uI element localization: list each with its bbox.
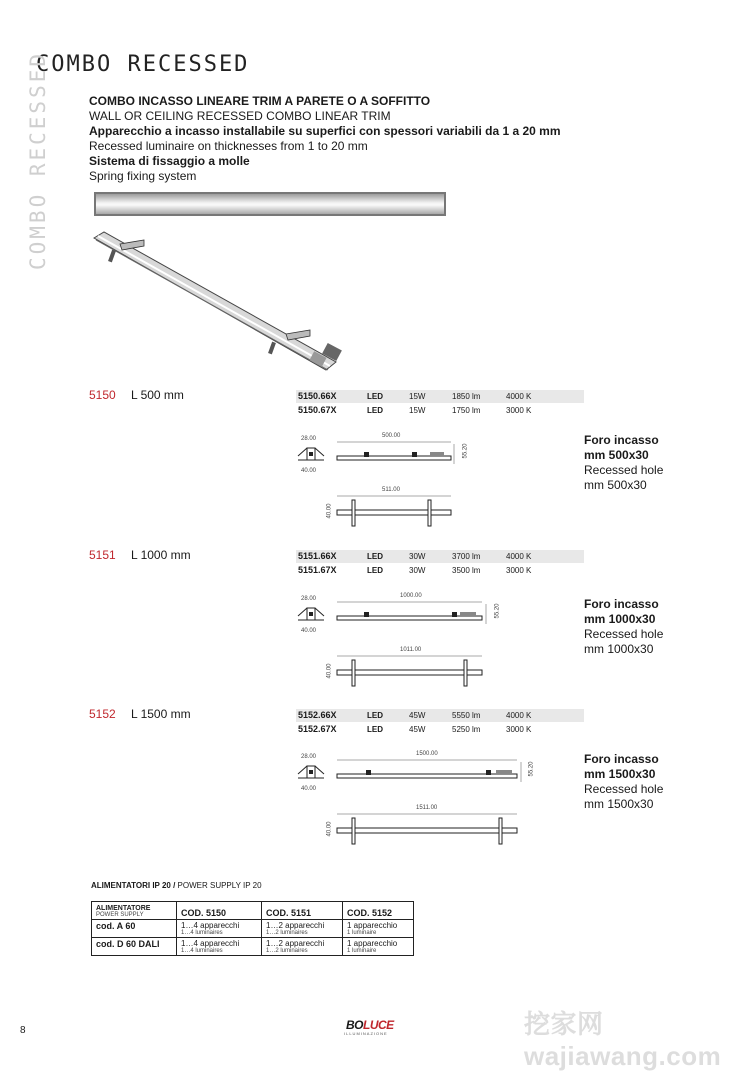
hole-size-it: mm 1500x30 <box>584 767 656 781</box>
cell-sub: 1…2 luminaires <box>266 930 308 936</box>
logo-part-a: BO <box>346 1018 363 1032</box>
table-header-cell: COD. 5152 <box>343 902 414 920</box>
top-drawing <box>334 494 464 530</box>
cell-main: 1 apparecchio <box>347 939 398 948</box>
cell-sub: 1 luminaire <box>347 948 377 954</box>
table-cell <box>343 938 414 956</box>
power-supply-title-it: ALIMENTATORI IP 20 / <box>91 881 176 890</box>
spec-watt: 45W <box>409 711 426 720</box>
spec-temp: 4000 K <box>506 392 532 401</box>
spec-temp: 3000 K <box>506 406 532 415</box>
power-supply-title-en: POWER SUPPLY IP 20 <box>175 881 262 890</box>
technical-drawing <box>294 430 494 530</box>
dim-height: 55.20 <box>462 443 469 459</box>
intro-text <box>89 94 561 184</box>
spec-watt: 45W <box>409 725 426 734</box>
dim-section-width: 28.00 <box>301 754 317 760</box>
recessed-hole-info <box>584 752 663 812</box>
spec-temp: 3000 K <box>506 725 532 734</box>
spec-type: LED <box>367 406 383 415</box>
spec-temp: 4000 K <box>506 552 532 561</box>
section-drawing <box>296 444 326 468</box>
table-cell <box>177 938 262 956</box>
spec-row <box>296 550 584 563</box>
intro-line-it-desc: Apparecchio a incasso installabile su superfici con spessori variabili da 1 a 20 mm <box>89 124 561 138</box>
hole-size-en: mm 1000x30 <box>584 642 654 656</box>
side-drawing <box>334 600 494 630</box>
dim-height: 55.20 <box>494 603 501 619</box>
watermark: 挖家网 wajiawang.com <box>524 1009 722 1071</box>
page-title: COMBO RECESSED <box>36 52 250 77</box>
hole-size-en: mm 1500x30 <box>584 797 654 811</box>
spec-lumen: 5550 lm <box>452 711 481 720</box>
vertical-section-title: COMBO RECESSED <box>26 50 50 270</box>
page-number: 8 <box>20 1025 26 1036</box>
hole-label-it: Foro incasso <box>584 597 659 611</box>
table-header-cell: COD. 5150 <box>177 902 262 920</box>
spec-code: 5151.66X <box>298 551 337 561</box>
intro-line-it-title: COMBO INCASSO LINEARE TRIM A PARETE O A SOFFITTO <box>89 94 431 108</box>
spec-watt: 15W <box>409 406 426 415</box>
hole-label-en: Recessed hole <box>584 627 664 641</box>
technical-drawing <box>294 590 514 690</box>
product-photo-front <box>94 192 446 216</box>
table-row-header: cod. D 60 DALI <box>92 938 177 956</box>
product-length: L 500 mm <box>131 388 184 402</box>
table-header-row <box>92 902 414 920</box>
dim-section-depth: 40.00 <box>301 786 317 792</box>
header-sub: POWER SUPPLY <box>96 912 144 918</box>
spec-code: 5150.66X <box>298 391 337 401</box>
spec-type: LED <box>367 552 383 561</box>
side-drawing <box>334 758 524 788</box>
cell-sub: 1…4 luminaires <box>181 948 223 954</box>
dim-ext-height: 40.00 <box>326 503 333 519</box>
spec-row <box>296 723 584 736</box>
spec-temp: 4000 K <box>506 711 532 720</box>
spec-lumen: 3500 lm <box>452 566 481 575</box>
spec-lumen: 1850 lm <box>452 392 481 401</box>
hole-size-it: mm 500x30 <box>584 448 649 462</box>
top-drawing <box>334 812 524 848</box>
dim-height: 55.20 <box>528 761 535 777</box>
header-label: ALIMENTATORE <box>96 905 151 912</box>
top-drawing <box>334 654 494 690</box>
cell-main: 1…4 apparecchi <box>181 939 240 948</box>
intro-line-it-fix: Sistema di fissaggio a molle <box>89 154 250 168</box>
dim-length: 500.00 <box>382 433 401 439</box>
dim-ext-length: 1511.00 <box>416 805 438 811</box>
spec-type: LED <box>367 566 383 575</box>
technical-drawing <box>294 748 544 848</box>
dim-ext-height: 40.00 <box>326 821 333 837</box>
dim-section-depth: 40.00 <box>301 468 317 474</box>
product-code: 5152 <box>89 707 116 721</box>
hole-label-en: Recessed hole <box>584 463 664 477</box>
hole-size-en: mm 500x30 <box>584 478 647 492</box>
side-drawing <box>334 440 464 470</box>
cell-main: 1 apparecchio <box>347 921 398 930</box>
dim-section-width: 28.00 <box>301 436 317 442</box>
cell-main: 1…2 apparecchi <box>266 921 325 930</box>
product-length: L 1500 mm <box>131 707 191 721</box>
spec-row <box>296 564 584 577</box>
spec-code: 5152.67X <box>298 724 337 734</box>
spec-lumen: 1750 lm <box>452 406 481 415</box>
spec-lumen: 3700 lm <box>452 552 481 561</box>
intro-line-en-desc: Recessed luminaire on thicknesses from 1 to 20 mm <box>89 139 368 153</box>
spec-temp: 3000 K <box>506 566 532 575</box>
section-drawing <box>296 762 326 786</box>
logo-part-b: LUCE <box>363 1018 394 1032</box>
power-supply-title <box>91 881 262 890</box>
intro-line-en-title: WALL OR CEILING RECESSED COMBO LINEAR TRIM <box>89 109 391 123</box>
spec-type: LED <box>367 711 383 720</box>
dim-ext-height: 40.00 <box>326 663 333 679</box>
hole-label-en: Recessed hole <box>584 782 664 796</box>
recessed-hole-info <box>584 597 663 657</box>
table-cell <box>177 920 262 938</box>
table-header-cell: COD. 5151 <box>262 902 343 920</box>
table-row <box>92 938 414 956</box>
spec-code: 5152.66X <box>298 710 337 720</box>
table-row <box>92 920 414 938</box>
product-length: L 1000 mm <box>131 548 191 562</box>
dim-ext-length: 1011.00 <box>400 647 422 653</box>
hole-label-it: Foro incasso <box>584 433 659 447</box>
power-supply-table <box>91 901 414 956</box>
table-cell <box>262 938 343 956</box>
product-code: 5151 <box>89 548 116 562</box>
table-cell <box>262 920 343 938</box>
spec-code: 5150.67X <box>298 405 337 415</box>
brand-logo <box>346 1018 394 1032</box>
cell-sub: 1…4 luminaires <box>181 930 223 936</box>
section-drawing <box>296 604 326 628</box>
cell-sub: 1…2 luminaires <box>266 948 308 954</box>
intro-line-en-fix: Spring fixing system <box>89 169 197 183</box>
spec-watt: 15W <box>409 392 426 401</box>
product-photo-angled <box>86 226 346 376</box>
table-row-header: cod. A 60 <box>92 920 177 938</box>
table-header-cell <box>92 902 177 920</box>
dim-length: 1500.00 <box>416 751 438 757</box>
dim-length: 1000.00 <box>400 593 422 599</box>
spec-row <box>296 404 584 417</box>
cell-main: 1…4 apparecchi <box>181 921 240 930</box>
hole-label-it: Foro incasso <box>584 752 659 766</box>
table-cell <box>343 920 414 938</box>
dim-section-depth: 40.00 <box>301 628 317 634</box>
hole-size-it: mm 1000x30 <box>584 612 656 626</box>
cell-main: 1…2 apparecchi <box>266 939 325 948</box>
spec-type: LED <box>367 392 383 401</box>
spec-watt: 30W <box>409 566 426 575</box>
spec-lumen: 5250 lm <box>452 725 481 734</box>
spec-code: 5151.67X <box>298 565 337 575</box>
dim-section-width: 28.00 <box>301 596 317 602</box>
spec-watt: 30W <box>409 552 426 561</box>
product-code: 5150 <box>89 388 116 402</box>
brand-logo-sub: ILLUMINAZIONE <box>344 1031 388 1036</box>
recessed-hole-info <box>584 433 663 493</box>
spec-row <box>296 390 584 403</box>
dim-ext-length: 511.00 <box>382 487 400 493</box>
cell-sub: 1 luminaire <box>347 930 377 936</box>
spec-type: LED <box>367 725 383 734</box>
spec-row <box>296 709 584 722</box>
